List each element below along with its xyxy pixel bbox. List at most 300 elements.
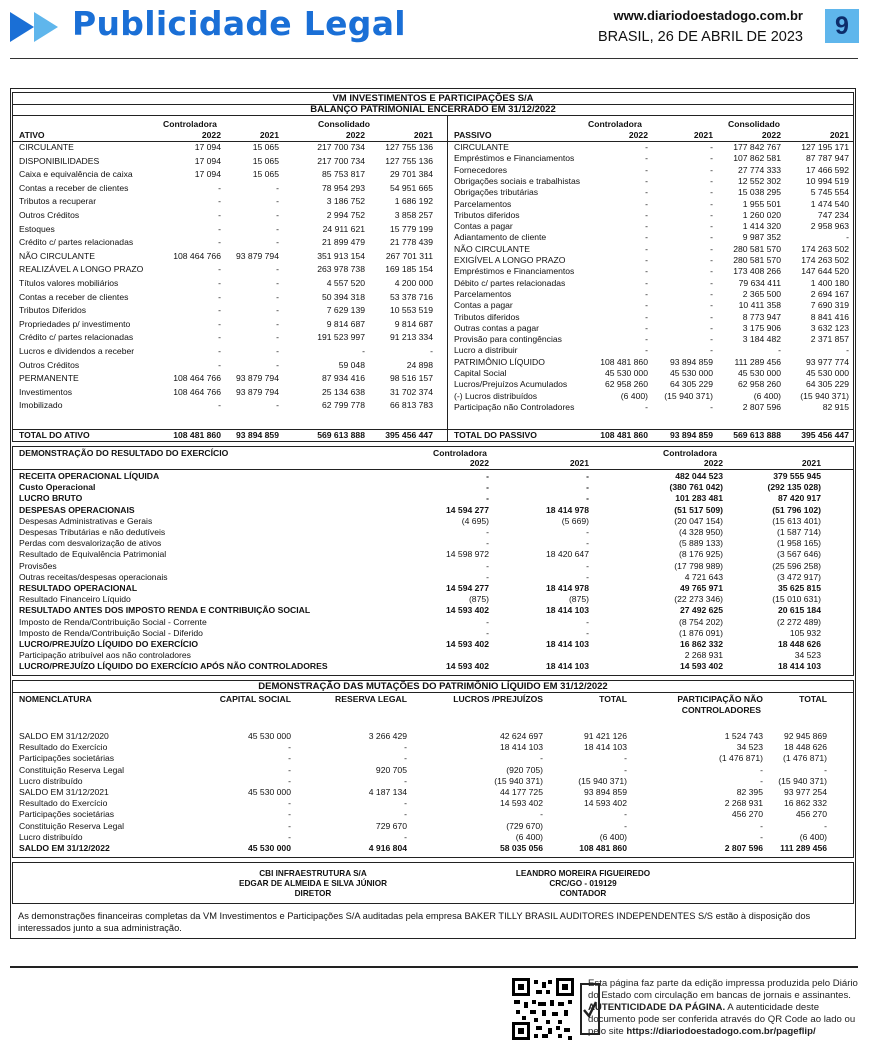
participacao: (1 476 871): [719, 753, 763, 764]
consolidado-2022: 15 038 295: [737, 187, 781, 198]
row-label: Participações societárias: [19, 753, 115, 764]
passivo-row: [448, 187, 853, 198]
consolidado-2021: 1 400 180: [810, 277, 849, 288]
controladora-2021: -: [586, 571, 589, 582]
controladora-2021: -: [710, 277, 713, 288]
controladora-2021: -: [586, 538, 589, 549]
controladora-2021: -: [710, 187, 713, 198]
participacao: -: [760, 831, 763, 842]
controladora-2022: 14 593 402: [445, 639, 489, 649]
total: 91 421 126: [583, 731, 627, 741]
consolidado-2022: -: [362, 346, 365, 356]
ativo-row: [13, 156, 447, 167]
consolidado-2021: 24 898: [406, 359, 433, 370]
reserva-legal: -: [404, 775, 407, 786]
controladora-2022: -: [218, 291, 221, 302]
lucros-prejuizos: (920 705): [506, 764, 543, 775]
consolidado-2022: 569 613 888: [733, 430, 781, 440]
row-label: Lucro a distribuir: [454, 345, 518, 356]
consolidado-2021: 93 977 774: [805, 356, 849, 367]
company-name: VM INVESTIMENTOS E PARTICIPAÇÕES S/A: [13, 93, 853, 105]
passivo-row: [448, 323, 853, 334]
controladora-2021: 15 065: [252, 169, 279, 180]
consolidado-2022: 1 955 501: [742, 198, 781, 209]
consolidado-2021: 98 516 157: [389, 373, 433, 384]
section-title: Publicidade Legal: [72, 4, 406, 43]
controladora-2021: -: [710, 345, 713, 356]
controladora-2021: -: [710, 243, 713, 254]
controladora-2022: -: [218, 318, 221, 329]
consolidado-2022: 280 581 570: [733, 255, 781, 265]
row-label: Constituição Reserva Legal: [19, 764, 125, 775]
pageflip-link[interactable]: https://diariodoestadogo.com.br/pageflip/: [626, 1026, 816, 1037]
total-geral: 18 448 626: [783, 742, 827, 753]
total-geral: (15 940 371): [778, 775, 827, 786]
total: -: [624, 820, 627, 831]
controladora-2022: -: [486, 538, 489, 549]
consolidado-2021: 21 778 439: [389, 237, 433, 248]
ativo-row: [13, 278, 447, 289]
lucros-prejuizos: 44 177 725: [499, 787, 543, 797]
total-geral: 111 289 456: [780, 843, 827, 853]
row-label: Contas a pagar: [454, 221, 513, 232]
dre-row: [13, 516, 853, 527]
consolidado-2022: 14 593 402: [679, 661, 723, 672]
row-label: CIRCULANTE: [454, 142, 509, 152]
dmpl-title: DEMONSTRAÇÃO DAS MUTAÇÕES DO PATRIMÔNIO LÍQUIDO EM 31/12/2022: [13, 681, 853, 693]
consolidado-2022: 45 530 000: [737, 368, 781, 378]
ativo-row: [13, 332, 447, 343]
row-label: Parcelamentos: [454, 198, 512, 209]
consolidado-2021: 3 858 257: [394, 210, 433, 220]
controladora-2021: -: [276, 318, 279, 329]
consolidado-2022: 101 283 481: [675, 493, 723, 504]
dre-row: [13, 482, 853, 493]
consolidado-2022: -: [778, 345, 781, 356]
passivo-row: [448, 221, 853, 232]
capital-social: 45 530 000: [247, 787, 291, 797]
signature-right: LEANDRO MOREIRA FIGUEIREDO CRC/GO - 019129 CONTADOR: [515, 869, 651, 898]
controladora-2021: 64 305 229: [669, 379, 713, 390]
ativo-row: [13, 264, 447, 275]
controladora-2022: 14 594 277: [445, 583, 489, 593]
dre-row: [13, 594, 853, 605]
controladora-2022: -: [645, 221, 648, 232]
consolidado-2022: (6 400): [753, 390, 781, 401]
consolidado-2021: 127 195 171: [801, 142, 849, 152]
controladora-2021: -: [710, 266, 713, 277]
balance-sheet: [12, 92, 854, 442]
footer-notice: Esta página faz parte da edição impressa produzida pelo Diário do Estado com circulação em bancas de jornais e assinantes. AUTENTICIDADE DA PÁGINA. A autenticidade deste documento pode ser conferida através do QR Code ao lado ou pelo site https://diariodoestadogo.com.br/pageflip/: [588, 978, 858, 1037]
total-geral: (1 476 871): [783, 753, 827, 764]
dre-row: [13, 505, 853, 516]
consolidado-2021: 379 555 945: [773, 471, 821, 481]
audit-note: As demonstrações financeiras completas da VM Investimentos e Participações S/A auditadas pela empresa BAKER TILLY BRASIL AUDITORES INDEPENDENTES S/S estão à disposição dos interessados junto a sua administração.: [18, 911, 811, 933]
controladora-2021: -: [710, 153, 713, 164]
ativo-column: [13, 117, 447, 441]
row-label: SALDO EM 31/12/2021: [19, 787, 109, 797]
passivo-row: [448, 368, 853, 379]
controladora-2021: -: [586, 616, 589, 627]
consolidado-2022: 12 552 302: [737, 175, 781, 186]
row-label: RECEITA OPERACIONAL LÍQUIDA: [19, 471, 160, 481]
controladora-2021: -: [710, 334, 713, 345]
consolidado-2022: (51 517 509): [674, 504, 723, 515]
row-label: Investimentos: [19, 386, 73, 397]
controladora-2022: -: [218, 264, 221, 275]
year-2022: 2022: [469, 458, 489, 468]
row-label: Constituição Reserva Legal: [19, 820, 125, 831]
passivo-row: [448, 334, 853, 345]
controladora-2021: -: [586, 493, 589, 504]
reserva-legal: -: [404, 753, 407, 764]
consolidado-2022: (8 754 202): [679, 616, 723, 627]
reserva-legal: -: [404, 798, 407, 809]
row-label: Caixa e equivalência de caixa: [19, 169, 133, 180]
controladora-2021: 93 879 794: [235, 386, 279, 397]
controladora-2021: -: [276, 278, 279, 288]
col-capital: CAPITAL SOCIAL: [219, 694, 291, 704]
consolidado-2022: 27 492 625: [679, 605, 723, 616]
passivo-row: [448, 244, 853, 255]
consolidado-2022: 9 987 352: [742, 232, 781, 243]
row-label: Tributos diferidos: [454, 311, 520, 322]
row-label: Participação atribuível aos não controladores: [19, 650, 191, 661]
controladora-2021: 93 894 859: [669, 356, 713, 367]
row-label: NÃO CIRCULANTE: [454, 243, 530, 254]
ativo-row: [13, 196, 447, 207]
controladora-2021: 45 530 000: [669, 368, 713, 378]
controladora-2021: 18 414 978: [545, 583, 589, 593]
row-label: Empréstimos e Financiamentos: [454, 153, 575, 164]
controladora-2021: -: [710, 311, 713, 322]
total: -: [624, 764, 627, 775]
double-arrow-icon: [10, 10, 66, 44]
total: 14 593 402: [583, 798, 627, 809]
controladora-2021: 15 065: [252, 142, 279, 152]
consolidado-2021: 169 185 154: [385, 264, 433, 275]
consolidado-2021: 105 932: [789, 627, 821, 638]
total: 18 414 103: [583, 742, 627, 753]
consolidado-2021: 31 702 374: [389, 386, 433, 397]
col-reserva: RESERVA LEGAL: [335, 694, 407, 704]
capital-social: -: [288, 742, 291, 753]
consolidado-2022: 62 799 778: [321, 400, 365, 411]
controladora-2022: -: [645, 334, 648, 345]
row-label: Contas a pagar: [454, 300, 513, 311]
consolidado-2022: 59 048: [338, 359, 365, 370]
controladora-2022: 108 481 860: [600, 430, 648, 440]
total-geral: 93 977 254: [783, 787, 827, 797]
consolidado-2021: 10 553 519: [389, 305, 433, 316]
reserva-legal: 729 670: [375, 820, 407, 831]
row-label: CIRCULANTE: [19, 142, 74, 152]
controladora-2022: 108 464 766: [173, 250, 221, 261]
row-label: Resultado do Exercício: [19, 798, 108, 809]
controladora-2021: -: [276, 196, 279, 207]
consolidado-2022: (5 889 133): [679, 538, 723, 549]
row-label: Outras contas a pagar: [454, 322, 540, 333]
consolidado-2021: 1 686 192: [394, 196, 433, 207]
consolidado-2022: 8 773 947: [742, 311, 781, 322]
passivo-row: [448, 300, 853, 311]
lucros-prejuizos: (729 670): [506, 820, 543, 831]
total-geral: 92 945 869: [783, 731, 827, 741]
dmpl-row: [13, 753, 853, 764]
row-label: TOTAL DO PASSIVO: [454, 430, 537, 440]
consolidado-2022: 482 044 523: [675, 471, 723, 481]
controladora-2022: -: [645, 300, 648, 311]
row-label: LUCRO/PREJUÍZO LÍQUIDO DO EXERCÍCIO: [19, 639, 199, 649]
consolidado-2021: 174 263 502: [801, 255, 849, 265]
passivo-row: [448, 153, 853, 164]
signatures: [12, 862, 854, 904]
row-label: RESULTADO ANTES DOS IMPOSTO RENDA E CONTRIBUIÇÃO SOCIAL: [19, 605, 311, 616]
consolidado-2021: 747 234: [817, 209, 849, 220]
row-label: Perdas com desvalorização de ativos: [19, 538, 162, 549]
controladora-2022: -: [486, 616, 489, 627]
lucros-prejuizos: 14 593 402: [499, 798, 543, 809]
controladora-2021: -: [276, 400, 279, 411]
row-label: Provisões: [19, 560, 57, 571]
col-total-2: TOTAL: [799, 694, 827, 704]
consolidado-2021: -: [846, 232, 849, 243]
capital-social: 45 530 000: [247, 731, 291, 741]
controladora-2021: -: [586, 527, 589, 537]
controladora-2022: -: [645, 345, 648, 356]
lucros-prejuizos: (15 940 371): [494, 775, 543, 786]
consolidado-2021: 395 456 447: [385, 430, 433, 440]
controladora-2021: -: [710, 221, 713, 232]
consolidado-2021: 127 755 136: [385, 155, 433, 166]
passivo-row: [448, 210, 853, 221]
controladora-2022: -: [645, 243, 648, 254]
controladora-2021: -: [710, 255, 713, 265]
income-statement: [12, 446, 854, 676]
year-2021: 2021: [693, 130, 713, 140]
controladora-2022: -: [218, 223, 221, 234]
consolidado-2022: 351 913 154: [317, 250, 365, 261]
ativo-row: [13, 183, 447, 194]
consolidado-2022: 78 954 293: [321, 182, 365, 193]
ativo-row: [13, 387, 447, 398]
consolidado-2021: (2 272 489): [777, 616, 821, 627]
participacao: 456 270: [731, 809, 763, 820]
controladora-2022: -: [645, 232, 648, 243]
row-label: Crédito c/ partes relacionadas: [19, 332, 134, 343]
row-label: Custo Operacional: [19, 482, 96, 493]
dre-row: [13, 605, 853, 616]
controladora-2021: -: [586, 471, 589, 481]
passivo-row: [448, 391, 853, 402]
controladora-2021: -: [710, 198, 713, 209]
consolidado-2022: (20 047 154): [674, 515, 723, 526]
capital-social: 45 530 000: [247, 843, 291, 853]
dmpl-row: [13, 832, 853, 843]
controladora-2022: -: [645, 198, 648, 209]
group-controladora: Controladora: [163, 119, 217, 129]
consolidado-2021: 91 213 334: [389, 332, 433, 343]
year-2021: 2021: [413, 130, 433, 140]
passivo-row: [448, 266, 853, 277]
controladora-2022: (4 695): [461, 515, 489, 526]
ativo-row: [13, 210, 447, 221]
signature-left: CBI INFRAESTRUTURA S/A EDGAR DE ALMEIDA E SILVA JÚNIOR DIRETOR: [239, 869, 387, 898]
consolidado-2022: 2 807 596: [742, 401, 781, 412]
consolidado-2022: 85 753 817: [321, 169, 365, 180]
total: -: [624, 809, 627, 820]
dre-row: [13, 583, 853, 594]
ativo-row: [13, 169, 447, 180]
controladora-2021: -: [710, 300, 713, 311]
dre-row: [13, 650, 853, 661]
controladora-2022: 14 593 402: [445, 605, 489, 616]
consolidado-2022: 24 911 621: [322, 223, 365, 234]
consolidado-2022: 2 268 931: [684, 650, 723, 661]
row-label: Provisão para contingências: [454, 334, 562, 345]
controladora-2021: 18 414 103: [545, 639, 589, 649]
controladora-2022: (6 400): [620, 390, 648, 401]
year-2021: 2021: [801, 458, 821, 468]
consolidado-2021: (3 567 646): [777, 549, 821, 560]
consolidado-2022: (4 328 950): [679, 527, 723, 537]
consolidado-2022: 263 978 738: [317, 264, 365, 275]
consolidado-2022: 217 700 734: [317, 142, 365, 152]
row-label: TOTAL DO ATIVO: [19, 430, 90, 440]
consolidado-2022: 7 629 139: [326, 305, 365, 316]
reserva-legal: 4 187 134: [368, 787, 407, 797]
row-label: Outras receitas/despesas operacionais: [19, 571, 168, 582]
dre-row: [13, 549, 853, 560]
controladora-2021: -: [276, 223, 279, 234]
row-label: Resultado de Equivalência Patrimonial: [19, 549, 167, 560]
site-url[interactable]: www.diariodoestadogo.com.br: [613, 8, 803, 23]
controladora-2022: -: [645, 187, 648, 198]
consolidado-2022: 280 581 570: [733, 243, 781, 254]
dmpl-row: [13, 765, 853, 776]
total: 93 894 859: [583, 787, 627, 797]
consolidado-2021: 174 263 502: [801, 243, 849, 254]
controladora-2021: -: [276, 182, 279, 193]
row-label: LUCRO/PREJUÍZO LÍQUIDO DO EXERCÍCIO APÓS NÃO CONTROLADORES: [19, 661, 328, 672]
consolidado-2021: (1 958 165): [777, 538, 821, 549]
consolidado-2021: (15 010 631): [772, 594, 821, 605]
consolidado-2022: 173 408 266: [733, 266, 781, 277]
qr-code-icon[interactable]: [512, 978, 574, 1040]
row-label: EXIGÍVEL A LONGO PRAZO: [454, 255, 566, 265]
row-label: DISPONIBILIDADES: [19, 155, 100, 166]
total: (15 940 371): [578, 775, 627, 786]
consolidado-2021: 18 414 103: [777, 661, 821, 672]
ativo-row: [13, 319, 447, 330]
controladora-2022: 108 464 766: [173, 373, 221, 384]
participacao: 82 395: [736, 787, 763, 797]
controladora-2021: 15 065: [252, 155, 279, 166]
consolidado-2021: (15 940 371): [800, 390, 849, 401]
passivo-row: [448, 232, 853, 243]
consolidado-2021: 7 690 319: [810, 300, 849, 311]
col-total: TOTAL: [599, 694, 627, 704]
consolidado-2021: 267 701 311: [385, 250, 433, 261]
row-label: PERMANENTE: [19, 373, 79, 384]
row-label: Outros Créditos: [19, 210, 80, 220]
total-geral: (6 400): [799, 831, 827, 842]
controladora-2022: -: [218, 332, 221, 343]
consolidado-2021: 4 200 000: [394, 278, 433, 288]
row-label: NÃO CIRCULANTE: [19, 250, 95, 261]
controladora-2021: 18 414 103: [545, 661, 589, 672]
controladora-2022: 62 958 260: [604, 379, 648, 390]
controladora-2022: -: [218, 346, 221, 356]
capital-social: -: [288, 798, 291, 809]
consolidado-2021: 20 615 184: [777, 605, 821, 616]
controladora-2022: -: [486, 527, 489, 537]
dre-row: [13, 639, 853, 650]
passivo-row: [448, 289, 853, 300]
consolidado-2021: 87 420 917: [777, 493, 821, 504]
year-2022: 2022: [345, 130, 365, 140]
controladora-2021: (15 940 371): [664, 390, 713, 401]
passivo-total-row: [448, 429, 853, 441]
col-nomenclatura: NOMENCLATURA: [19, 694, 92, 704]
consolidado-2022: (1 876 091): [679, 627, 723, 638]
consolidado-2021: 35 625 815: [777, 583, 821, 593]
controladora-2022: (875): [468, 594, 489, 605]
ativo-row: [13, 346, 447, 357]
row-label: Resultado do Exercício: [19, 742, 108, 753]
row-label: Lucro distribuído: [19, 831, 83, 842]
controladora-2022: -: [645, 164, 648, 175]
controladora-2022: -: [645, 288, 648, 299]
consolidado-2021: 5 745 554: [810, 187, 849, 198]
consolidado-2021: 8 841 416: [810, 311, 849, 322]
controladora-2021: -: [710, 142, 713, 152]
dre-row: [13, 538, 853, 549]
consolidado-2021: 54 951 665: [389, 182, 433, 193]
consolidado-2021: 29 701 384: [389, 169, 433, 180]
row-label: Empréstimos e Financiamentos: [454, 266, 575, 277]
controladora-2022: -: [645, 255, 648, 265]
consolidado-2022: 177 842 767: [733, 142, 781, 152]
controladora-2022: 14 598 972: [445, 549, 489, 560]
controladora-2021: -: [710, 164, 713, 175]
passivo-row: [448, 357, 853, 368]
controladora-2021: -: [276, 210, 279, 220]
ativo-row: [13, 400, 447, 411]
passivo-row: [448, 142, 853, 153]
controladora-2022: -: [486, 471, 489, 481]
year-2022: 2022: [628, 130, 648, 140]
controladora-2022: -: [486, 560, 489, 571]
dmpl-rows: [13, 731, 853, 857]
ativo-row: [13, 251, 447, 262]
row-label: Imposto de Renda/Contribuição Social - Corrente: [19, 616, 207, 627]
ativo-row: [13, 373, 447, 384]
lucros-prejuizos: 58 035 056: [499, 843, 543, 853]
col-participacao-2: CONTROLADORES: [681, 705, 761, 715]
row-label: Capital Social: [454, 368, 507, 378]
controladora-2021: -: [710, 209, 713, 220]
ativo-row: [13, 237, 447, 248]
participacao: 2 807 596: [724, 843, 763, 853]
controladora-2022: 14 593 402: [445, 661, 489, 672]
group-consolidado: Consolidado: [728, 119, 781, 129]
consolidado-2022: 79 634 411: [738, 277, 781, 288]
consolidado-2021: 18 448 626: [777, 639, 821, 649]
dmpl-row: [13, 821, 853, 832]
consolidado-2021: 64 305 229: [805, 379, 849, 390]
consolidado-2022: 111 289 456: [734, 356, 781, 367]
